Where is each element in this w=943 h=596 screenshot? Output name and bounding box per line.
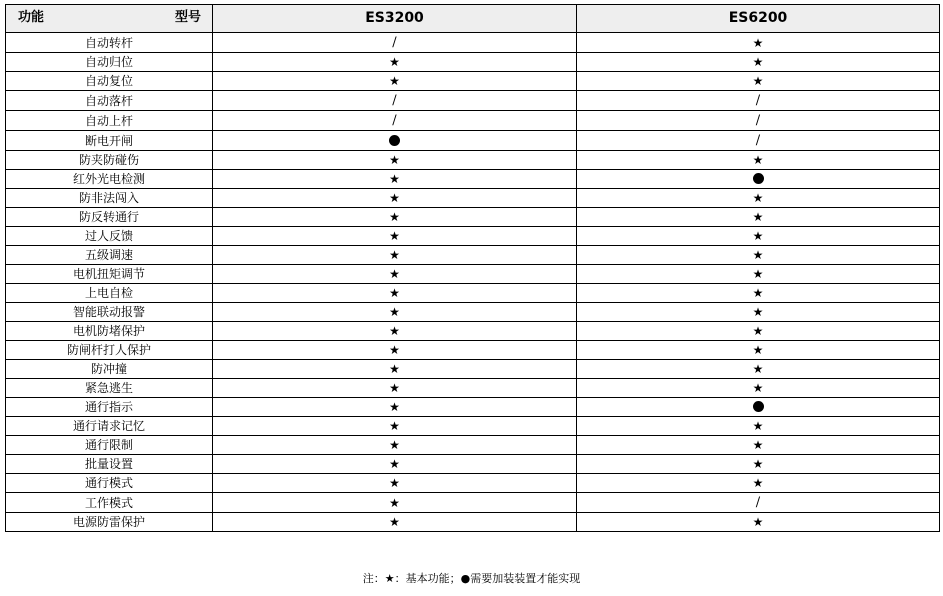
es6200-support-cell	[577, 436, 940, 455]
es6200-support-cell	[577, 398, 940, 417]
table-row	[6, 111, 940, 131]
table-row	[6, 513, 940, 532]
es3200-support-cell	[213, 111, 577, 131]
table-row	[6, 379, 940, 398]
basic-star-icon: ★	[752, 381, 764, 395]
basic-star-icon: ★	[752, 267, 764, 281]
table-row	[6, 284, 940, 303]
es3200-support-cell	[213, 131, 577, 151]
table-row	[6, 91, 940, 111]
feature-name-cell: 智能联动报警	[6, 303, 213, 322]
table-row	[6, 227, 940, 246]
feature-name-cell: 防冲撞	[6, 360, 213, 379]
es6200-support-cell	[577, 493, 940, 513]
table-row	[6, 322, 940, 341]
feature-name-cell: 自动上杆	[6, 111, 213, 131]
es3200-support-cell	[213, 455, 577, 474]
table-row	[6, 417, 940, 436]
not-supported-mark: /	[392, 93, 397, 108]
not-supported-mark: /	[755, 93, 761, 108]
es3200-support-cell	[213, 284, 577, 303]
es6200-support-cell	[577, 265, 940, 284]
es6200-support-cell	[577, 379, 940, 398]
footnote: 注：★：基本功能；●需要加装装置才能实现	[362, 572, 581, 585]
not-supported-mark: /	[755, 113, 761, 128]
table-row	[6, 208, 940, 227]
basic-star-icon: ★	[389, 362, 400, 376]
table-row	[6, 151, 940, 170]
basic-star-icon: ★	[389, 191, 400, 205]
table-row	[6, 189, 940, 208]
es6200-support-cell	[577, 417, 940, 436]
es6200-support-cell	[577, 189, 940, 208]
es3200-support-cell	[213, 265, 577, 284]
es3200-support-cell	[213, 208, 577, 227]
feature-name-cell: 电源防雷保护	[6, 513, 213, 532]
basic-star-icon: ★	[752, 35, 764, 50]
basic-star-icon: ★	[389, 476, 400, 490]
feature-name-cell: 紧急逃生	[6, 379, 213, 398]
table-body	[6, 33, 940, 532]
feature-name-cell: 通行限制	[6, 436, 213, 455]
es3200-support-cell	[213, 513, 577, 532]
feature-name-cell: 电机扭矩调节	[6, 265, 213, 284]
model-header-es3200: ES3200	[213, 5, 577, 33]
es3200-support-cell	[213, 417, 577, 436]
feature-name-cell: 上电自检	[6, 284, 213, 303]
model-header-es6200: ES6200	[577, 5, 940, 33]
feature-name-cell: 自动转杆	[6, 33, 213, 53]
feature-name-cell: 防非法闯入	[6, 189, 213, 208]
table-row	[6, 170, 940, 189]
table-row	[6, 493, 940, 513]
table-row	[6, 360, 940, 379]
table-row	[6, 246, 940, 265]
es6200-support-cell	[577, 284, 940, 303]
optional-dot-icon	[389, 135, 400, 146]
not-supported-mark: /	[392, 35, 397, 50]
basic-star-icon: ★	[389, 210, 400, 224]
es3200-support-cell	[213, 170, 577, 189]
basic-star-icon: ★	[389, 495, 400, 510]
feature-name-cell: 自动归位	[6, 53, 213, 72]
feature-comparison-table	[5, 4, 940, 532]
es3200-support-cell	[213, 303, 577, 322]
es6200-support-cell	[577, 72, 940, 91]
basic-star-icon: ★	[389, 229, 400, 243]
basic-star-icon: ★	[752, 248, 764, 262]
es3200-support-cell	[213, 493, 577, 513]
basic-star-icon: ★	[752, 153, 764, 167]
table-row	[6, 72, 940, 91]
table-row	[6, 341, 940, 360]
feature-name-cell: 工作模式	[6, 493, 213, 513]
es6200-support-cell	[577, 474, 940, 493]
es6200-support-cell	[577, 360, 940, 379]
optional-dot-icon	[753, 401, 764, 412]
not-supported-mark: /	[755, 495, 761, 510]
es6200-support-cell	[577, 91, 940, 111]
es3200-support-cell	[213, 360, 577, 379]
basic-star-icon: ★	[389, 438, 400, 452]
feature-name-cell: 自动复位	[6, 72, 213, 91]
basic-star-icon: ★	[752, 55, 764, 69]
feature-name-cell: 红外光电检测	[6, 170, 213, 189]
basic-star-icon: ★	[752, 476, 764, 490]
es6200-support-cell	[577, 246, 940, 265]
basic-star-icon: ★	[752, 343, 764, 357]
es3200-support-cell	[213, 189, 577, 208]
basic-star-icon: ★	[389, 381, 400, 395]
basic-star-icon: ★	[752, 191, 764, 205]
basic-star-icon: ★	[389, 267, 400, 281]
feature-name-cell: 通行请求记忆	[6, 417, 213, 436]
es6200-support-cell	[577, 227, 940, 246]
basic-star-icon: ★	[752, 419, 764, 433]
basic-star-icon: ★	[389, 305, 400, 319]
optional-dot-icon	[753, 173, 764, 184]
table-row	[6, 455, 940, 474]
basic-star-icon: ★	[389, 55, 400, 69]
basic-star-icon: ★	[752, 210, 764, 224]
es6200-support-cell	[577, 455, 940, 474]
corner-feature-label: 功能	[18, 10, 45, 25]
feature-name-cell: 通行模式	[6, 474, 213, 493]
table-row	[6, 436, 940, 455]
table-corner-cell	[6, 5, 213, 33]
es6200-support-cell	[577, 151, 940, 170]
es6200-support-cell	[577, 322, 940, 341]
corner-model-label: 型号	[174, 10, 201, 25]
es6200-support-cell	[577, 341, 940, 360]
es6200-support-cell	[577, 513, 940, 532]
basic-star-icon: ★	[752, 457, 764, 471]
basic-star-icon: ★	[752, 515, 764, 529]
es3200-support-cell	[213, 341, 577, 360]
basic-star-icon: ★	[389, 457, 400, 471]
es3200-support-cell	[213, 398, 577, 417]
basic-star-icon: ★	[752, 74, 764, 88]
es6200-support-cell	[577, 111, 940, 131]
es3200-support-cell	[213, 379, 577, 398]
es3200-support-cell	[213, 246, 577, 265]
table-row	[6, 265, 940, 284]
feature-name-cell: 自动落杆	[6, 91, 213, 111]
basic-star-icon: ★	[752, 286, 764, 300]
es3200-support-cell	[213, 91, 577, 111]
es6200-support-cell	[577, 170, 940, 189]
table-row	[6, 398, 940, 417]
table-row	[6, 53, 940, 72]
es3200-support-cell	[213, 33, 577, 53]
feature-name-cell: 电机防堵保护	[6, 322, 213, 341]
basic-star-icon: ★	[389, 153, 400, 167]
es3200-support-cell	[213, 322, 577, 341]
basic-star-icon: ★	[389, 74, 400, 88]
not-supported-mark: /	[755, 133, 761, 148]
basic-star-icon: ★	[389, 286, 400, 300]
es6200-support-cell	[577, 53, 940, 72]
basic-star-icon: ★	[389, 324, 400, 338]
es3200-support-cell	[213, 151, 577, 170]
feature-name-cell: 防闸杆打人保护	[6, 341, 213, 360]
table-row	[6, 131, 940, 151]
es3200-support-cell	[213, 474, 577, 493]
not-supported-mark: /	[392, 113, 397, 128]
table-header-row	[6, 5, 940, 33]
feature-name-cell: 防夹防碰伤	[6, 151, 213, 170]
es6200-support-cell	[577, 208, 940, 227]
feature-name-cell: 通行指示	[6, 398, 213, 417]
basic-star-icon: ★	[389, 419, 400, 433]
basic-star-icon: ★	[389, 343, 400, 357]
table-row	[6, 474, 940, 493]
es3200-support-cell	[213, 53, 577, 72]
basic-star-icon: ★	[389, 248, 400, 262]
es3200-support-cell	[213, 72, 577, 91]
es6200-support-cell	[577, 303, 940, 322]
table-row	[6, 33, 940, 53]
basic-star-icon: ★	[752, 229, 764, 243]
feature-name-cell: 过人反馈	[6, 227, 213, 246]
basic-star-icon: ★	[389, 515, 400, 529]
es3200-support-cell	[213, 227, 577, 246]
table-row	[6, 303, 940, 322]
basic-star-icon: ★	[752, 362, 764, 376]
es6200-support-cell	[577, 33, 940, 53]
basic-star-icon: ★	[752, 324, 764, 338]
basic-star-icon: ★	[389, 172, 400, 186]
es3200-support-cell	[213, 436, 577, 455]
feature-name-cell: 批量设置	[6, 455, 213, 474]
basic-star-icon: ★	[389, 400, 400, 414]
basic-star-icon: ★	[752, 305, 764, 319]
feature-name-cell: 五级调速	[6, 246, 213, 265]
basic-star-icon: ★	[752, 438, 764, 452]
es6200-support-cell	[577, 131, 940, 151]
feature-name-cell: 防反转通行	[6, 208, 213, 227]
feature-name-cell: 断电开闸	[6, 131, 213, 151]
